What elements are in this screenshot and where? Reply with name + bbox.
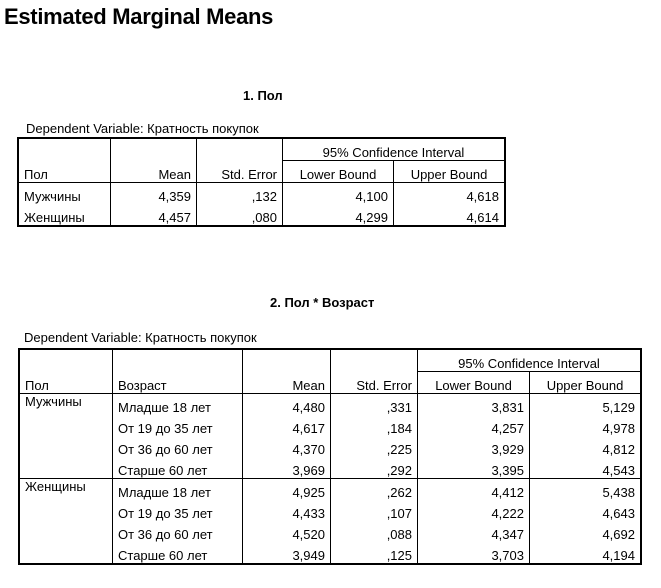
- row-age: От 36 до 60 лет: [113, 521, 243, 542]
- row-age: От 19 до 35 лет: [113, 415, 243, 436]
- cell-std-error: ,107: [331, 500, 418, 521]
- cell-upper-bound: 5,438: [530, 479, 641, 501]
- section2-title: 2. Пол * Возраст: [270, 295, 375, 310]
- row-age: Младше 18 лет: [113, 479, 243, 501]
- row-label: Женщины: [19, 204, 111, 226]
- cell-mean: 4,480: [243, 394, 331, 416]
- cell-lower-bound: 4,222: [418, 500, 530, 521]
- table-row: [19, 204, 505, 226]
- cell-std-error: ,292: [331, 457, 418, 479]
- header-empty: [113, 350, 243, 372]
- group-label-empty: [20, 542, 113, 564]
- cell-upper-bound: 4,812: [530, 436, 641, 457]
- header-empty: [197, 139, 283, 161]
- table-row: [20, 479, 641, 501]
- table-row: [20, 457, 641, 479]
- section1-dependent-variable: Dependent Variable: Кратность покупок: [26, 121, 259, 136]
- section1-title: 1. Пол: [243, 88, 283, 103]
- cell-lower-bound: 4,100: [283, 183, 394, 205]
- cell-mean: 4,433: [243, 500, 331, 521]
- cell-std-error: ,262: [331, 479, 418, 501]
- table-row: [20, 394, 641, 416]
- header-upper-bound: Upper Bound: [530, 372, 641, 394]
- table-row: [20, 415, 641, 436]
- header-std-error: Std. Error: [331, 372, 418, 394]
- cell-upper-bound: 4,614: [394, 204, 505, 226]
- row-age: Младше 18 лет: [113, 394, 243, 416]
- header-empty: [111, 139, 197, 161]
- header-ci: 95% Confidence Interval: [418, 350, 641, 372]
- cell-std-error: ,225: [331, 436, 418, 457]
- cell-upper-bound: 4,618: [394, 183, 505, 205]
- group-label: Мужчины: [20, 394, 113, 416]
- cell-mean: 4,359: [111, 183, 197, 205]
- row-age: Старше 60 лет: [113, 542, 243, 564]
- cell-upper-bound: 4,692: [530, 521, 641, 542]
- header-empty: [19, 139, 111, 161]
- cell-std-error: ,125: [331, 542, 418, 564]
- group-label: Женщины: [20, 479, 113, 501]
- cell-lower-bound: 3,703: [418, 542, 530, 564]
- cell-std-error: ,088: [331, 521, 418, 542]
- cell-mean: 4,370: [243, 436, 331, 457]
- cell-lower-bound: 3,395: [418, 457, 530, 479]
- cell-std-error: ,132: [197, 183, 283, 205]
- section2-dependent-variable: Dependent Variable: Кратность покупок: [24, 330, 257, 345]
- cell-mean: 3,969: [243, 457, 331, 479]
- group-label-empty: [20, 500, 113, 521]
- cell-mean: 3,949: [243, 542, 331, 564]
- header-mean: Mean: [111, 161, 197, 183]
- cell-upper-bound: 4,643: [530, 500, 641, 521]
- cell-std-error: ,184: [331, 415, 418, 436]
- cell-upper-bound: 5,129: [530, 394, 641, 416]
- cell-std-error: ,331: [331, 394, 418, 416]
- cell-upper-bound: 4,978: [530, 415, 641, 436]
- header-empty: [20, 350, 113, 372]
- header-upper-bound: Upper Bound: [394, 161, 505, 183]
- table-row: [20, 542, 641, 564]
- header-mean: Mean: [243, 372, 331, 394]
- header-lower-bound: Lower Bound: [418, 372, 530, 394]
- header-factor1: Пол: [20, 372, 113, 394]
- header-empty: [331, 350, 418, 372]
- header-factor2: Возраст: [113, 372, 243, 394]
- cell-upper-bound: 4,543: [530, 457, 641, 479]
- group-label-empty: [20, 436, 113, 457]
- row-label: Мужчины: [19, 183, 111, 205]
- row-age: От 36 до 60 лет: [113, 436, 243, 457]
- cell-lower-bound: 4,257: [418, 415, 530, 436]
- cell-lower-bound: 4,347: [418, 521, 530, 542]
- group-label-empty: [20, 521, 113, 542]
- table-row: [20, 500, 641, 521]
- cell-mean: 4,925: [243, 479, 331, 501]
- row-age: Старше 60 лет: [113, 457, 243, 479]
- row-age: От 19 до 35 лет: [113, 500, 243, 521]
- group-label-empty: [20, 415, 113, 436]
- header-empty: [243, 350, 331, 372]
- cell-upper-bound: 4,194: [530, 542, 641, 564]
- section1-table: [18, 138, 505, 226]
- cell-mean: 4,617: [243, 415, 331, 436]
- cell-lower-bound: 4,299: [283, 204, 394, 226]
- page-title: Estimated Marginal Means: [4, 4, 274, 29]
- table-row: [20, 521, 641, 542]
- table-row: [19, 183, 505, 205]
- cell-mean: 4,457: [111, 204, 197, 226]
- cell-mean: 4,520: [243, 521, 331, 542]
- header-lower-bound: Lower Bound: [283, 161, 394, 183]
- table-row: [20, 436, 641, 457]
- section2-table: [19, 349, 641, 564]
- cell-lower-bound: 4,412: [418, 479, 530, 501]
- cell-lower-bound: 3,831: [418, 394, 530, 416]
- header-std-error: Std. Error: [197, 161, 283, 183]
- header-ci: 95% Confidence Interval: [283, 139, 505, 161]
- header-factor: Пол: [19, 161, 111, 183]
- group-label-empty: [20, 457, 113, 479]
- cell-lower-bound: 3,929: [418, 436, 530, 457]
- cell-std-error: ,080: [197, 204, 283, 226]
